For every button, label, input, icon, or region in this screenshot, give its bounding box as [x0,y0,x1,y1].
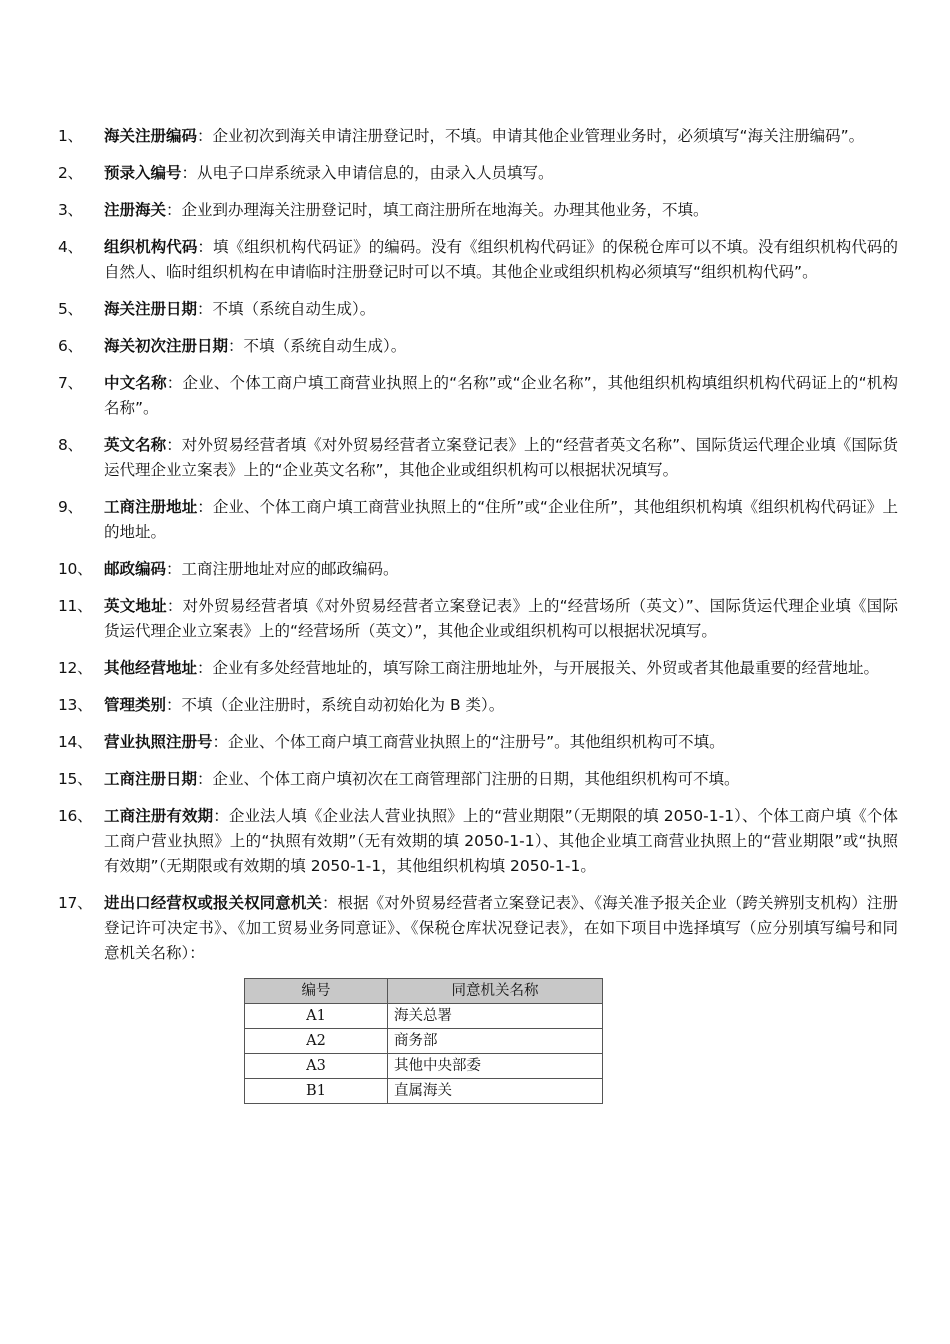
item-term: 注册海关 [104,201,167,219]
item-separator: ： [166,374,183,392]
item-text: 企业、个体工商户填工商营业执照上的“住所”或“企业住所”，其他组织机构填《组织机构代码证》上的地址。 [104,498,898,541]
item-term: 海关注册编码 [104,127,198,145]
list-item [58,656,898,681]
item-body [104,433,898,483]
item-text: 从电子口岸系统录入申请信息的，由录入人员填写。 [197,164,554,182]
item-number: 7、 [58,374,83,392]
item-term: 工商注册地址 [104,498,198,516]
table-cell-authority: 直属海关 [388,1079,603,1104]
item-text: 企业有多处经营地址的，填写除工商注册地址外，与开展报关、外贸或者其他最重要的经营地址。 [212,659,880,677]
item-separator: ： [212,733,229,751]
list-item [58,235,898,285]
item-body [104,297,898,322]
item-number: 3、 [58,201,83,219]
list-item [58,594,898,644]
item-term: 海关初次注册日期 [104,337,229,355]
list-item [58,804,898,879]
approval-authority-table [244,978,603,1104]
table-cell-authority: 商务部 [388,1029,603,1054]
item-term: 组织机构代码 [104,238,198,256]
list-item [58,124,898,149]
item-text: 对外贸易经营者填《对外贸易经营者立案登记表》上的“经营者英文名称”、国际货运代理企业填《国际货运代理企业立案表》上的“企业英文名称”，其他企业或组织机构可以根据状况填写。 [104,436,898,479]
item-term: 英文名称 [104,436,167,454]
list-item [58,297,898,322]
item-number: 5、 [58,300,83,318]
item-separator: ： [197,127,213,145]
list-item [58,371,898,421]
item-term: 进出口经营权或报关权同意机关 [104,894,322,912]
item-separator: ： [228,337,244,355]
item-number: 13、 [58,696,93,714]
table-cell-authority: 海关总署 [388,1004,603,1029]
item-number: 16、 [58,807,93,825]
table-cell-code: A3 [245,1054,388,1079]
item-text: 不填（企业注册时，系统自动初始化为 B 类）。 [181,696,505,714]
column-header-code: 编号 [245,979,388,1004]
item-text: 企业到办理海关注册登记时，填工商注册所在地海关。办理其他业务，不填。 [181,201,709,219]
item-number: 12、 [58,659,93,677]
item-number: 11、 [58,597,93,615]
item-body [104,371,898,421]
item-body [104,235,898,285]
list-item [58,334,898,359]
item-number: 9、 [58,498,83,516]
item-number: 8、 [58,436,83,454]
item-term: 英文地址 [104,597,167,615]
item-body [104,656,898,681]
item-separator: ： [197,659,213,677]
table-row [245,1054,603,1079]
table-cell-code: A2 [245,1029,388,1054]
item-text: 根据《对外贸易经营者立案登记表》、《海关准予报关企业（跨关辨别支机构）注册登记许可决定书》、《加工贸易业务同意证》、《保税仓库状况登记表》，在如下项目中选择填写（应分别填写编号和同意机关名称）： [104,894,898,962]
item-separator: ： [197,770,213,788]
item-number: 10、 [58,560,93,578]
item-body [104,334,898,359]
table-row [245,1079,603,1104]
item-body [104,161,898,186]
item-number: 6、 [58,337,83,355]
item-text: 不填（系统自动生成）。 [212,300,376,318]
item-body [104,767,898,792]
list-item [58,198,898,223]
item-term: 管理类别 [104,696,167,714]
list-item [58,767,898,792]
item-term: 海关注册日期 [104,300,198,318]
item-number: 2、 [58,164,83,182]
item-body [104,693,898,718]
table-cell-code: B1 [245,1079,388,1104]
item-separator: ： [321,894,338,912]
item-number: 1、 [58,127,83,145]
item-separator: ： [181,164,198,182]
list-item [58,693,898,718]
item-term: 其他经营地址 [104,659,198,677]
item-body [104,557,898,582]
item-separator: ： [166,436,182,454]
item-body [104,594,898,644]
item-text: 企业、个体工商户填初次在工商管理部门注册的日期，其他组织机构可不填。 [212,770,740,788]
item-text: 对外贸易经营者填《对外贸易经营者立案登记表》上的“经营场所（英文）”、国际货运代理企业填《国际货运代理企业立案表》上的“经营场所（英文）”，其他企业或组织机构可以根据状况填写。 [104,597,898,640]
list-item [58,557,898,582]
item-text: 企业法人填《企业法人营业执照》上的“营业期限”（无期限的填 2050-1-1）、个体工商户填《个体工商户营业执照》上的“执照有效期”（无有效期的填 2050-1-1）、其他企业填工商营业执照上的“营业期限”或“执照有效期”（无期限或有效期的填 2050-1-1，其他组织机构填 2050-1-1。 [104,807,898,875]
item-number: 14、 [58,733,93,751]
item-text: 工商注册地址对应的邮政编码。 [181,560,399,578]
list-item [58,161,898,186]
item-text: 企业、个体工商户填工商营业执照上的“名称”或“企业名称”，其他组织机构填组织机构代码证上的“机构名称”。 [104,374,898,417]
column-header-authority: 同意机关名称 [388,979,603,1004]
item-text: 企业初次到海关申请注册登记时，不填。申请其他企业管理业务时，必须填写“海关注册编码”。 [212,127,865,145]
item-separator: ： [213,807,229,825]
item-body [104,804,898,879]
item-separator: ： [166,560,182,578]
list-item [58,495,898,545]
table-cell-authority: 其他中央部委 [388,1054,603,1079]
item-term: 预录入编号 [104,164,182,182]
item-separator: ： [166,201,182,219]
list-item [58,730,898,755]
field-instructions-list [58,124,898,1104]
table-row [245,1004,603,1029]
item-separator: ： [197,238,213,256]
item-separator: ： [197,300,213,318]
item-number: 4、 [58,238,83,256]
item-term: 中文名称 [104,374,167,392]
table-header-row [245,979,603,1004]
item-text: 不填（系统自动生成）。 [243,337,407,355]
item-body [104,730,898,755]
item-body [104,891,898,966]
item-number: 15、 [58,770,93,788]
item-text: 填《组织机构代码证》的编码。没有《组织机构代码证》的保税仓库可以不填。没有组织机构代码的自然人、临时组织机构在申请临时注册登记时可以不填。其他企业或组织机构必须填写“组织机构代码”。 [104,238,898,281]
item-term: 邮政编码 [104,560,167,578]
table-row [245,1029,603,1054]
item-body [104,495,898,545]
table-cell-code: A1 [245,1004,388,1029]
item-term: 营业执照注册号 [104,733,213,751]
item-number: 17、 [58,894,93,912]
item-term: 工商注册有效期 [104,807,214,825]
list-item [58,433,898,483]
item-separator: ： [166,597,183,615]
item-text: 企业、个体工商户填工商营业执照上的“注册号”。其他组织机构可不填。 [228,733,725,751]
item-body [104,124,898,149]
item-separator: ： [197,498,213,516]
item-separator: ： [166,696,182,714]
item-term: 工商注册日期 [104,770,198,788]
item-body [104,198,898,223]
list-item [58,891,898,966]
